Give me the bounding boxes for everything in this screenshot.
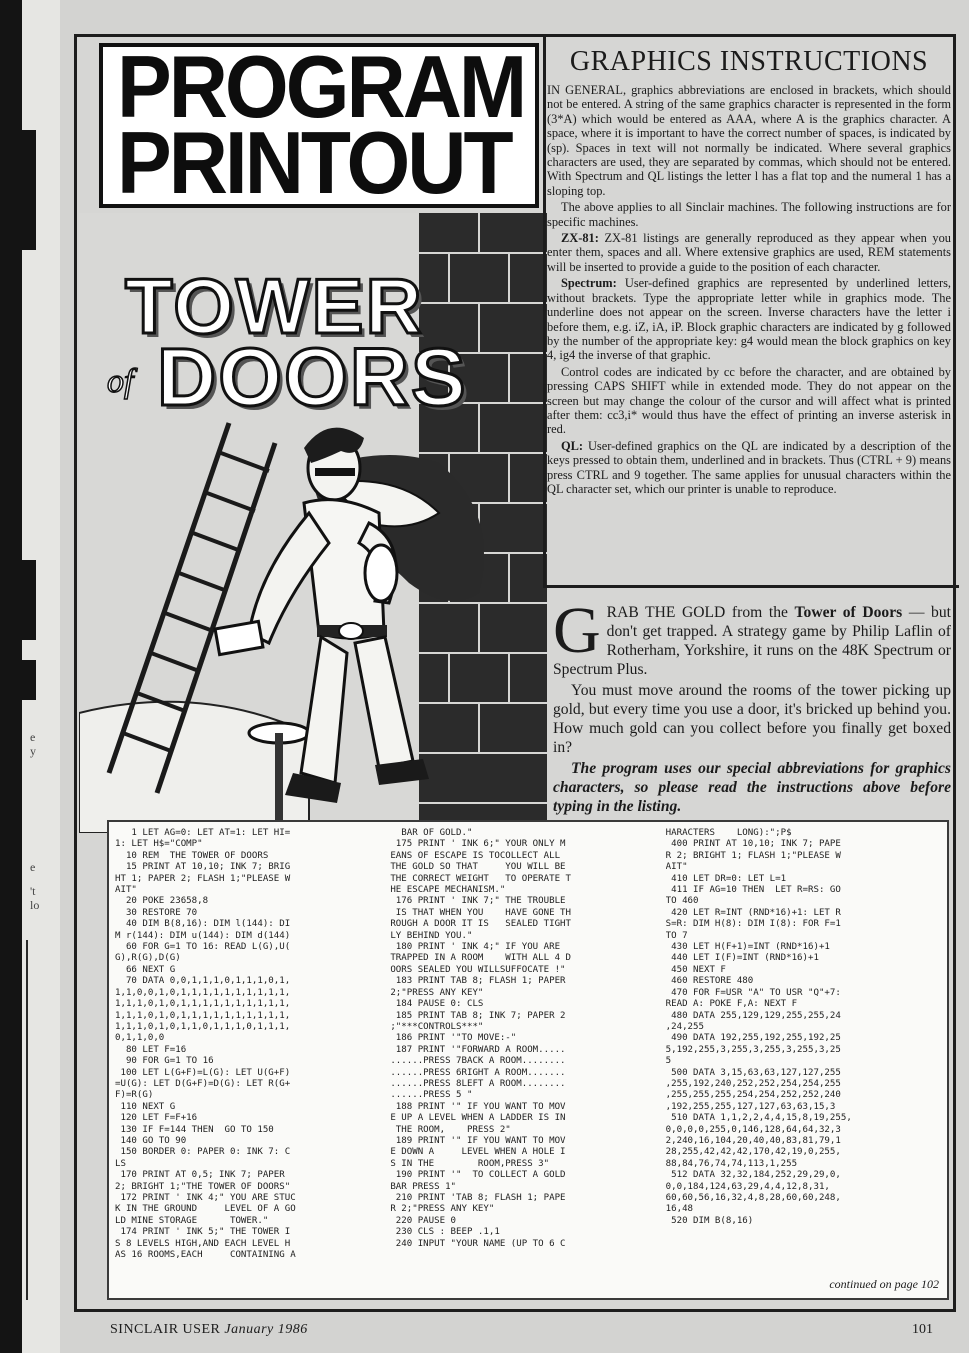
ql-label: QL: bbox=[561, 438, 584, 453]
spectrum-label: Spectrum: bbox=[561, 276, 617, 291]
strip-text: e bbox=[30, 860, 36, 874]
intro-dropcap: G bbox=[553, 594, 601, 667]
game-title-tower: TOWER bbox=[125, 262, 424, 350]
listing-column-1: 1 LET AG=0: LET AT=1: LET HI= 1: LET H$="COMP" 10 REM THE TOWER OF DOORS 15 PRINT AT 10,10; INK 7; BRIG HT 1; PAPER 2; FLASH 1;"PLEASE W AIT" 20 POKE 23658,8 30 RESTORE 70 40 DIM B(8,16): DIM l(144): DI M r(144): DIM u(144): DIM d(144) 60 FOR G=1 TO 16: READ L(G),U( G),R(G),D(G) 66 NEXT G 70 DATA 0,0,1,1,1,0,1,1,1,0,1, 1,1,0,0,1,0,1,1,1,1,1,1,1,1,1,1, 1,1,1,0,1,0,1,1,1,1,1,1,1,1,1,1, 1,1,1,0,1,0,1,1,1,1,1,1,1,1,1,1, 1,1,1,0,1,0,1,1,0,1,1,1,0,1,1,1, 0,1,1,0,0 80 LET F=16 90 FOR G=1 TO 16 100 LET L(G+F)=L(G): LET U(G+F) =U(G): LET D(G+F)=D(G): LET R(G+ F)=R(G) 110 NEXT G 120 LET F=F+16 130 IF F=144 THEN GO TO 150 140 GO TO 90 150 BORDER 0: PAPER 0: INK 7: C LS 170 PRINT AT 0,5; INK 7; PAPER 2; BRIGHT 1;"THE TOWER OF DOORS" 172 PRINT ' INK 4;" YOU ARE STUC K IN THE GROUND LEVEL OF A GO LD MINE STORAGE TOWER." 174 PRINT ' INK 5;" THE TOWER I S 8 LEVELS HIGH,AND EACH LEVEL H AS 16 ROOMS,EACH CONTAINING A bbox=[115, 828, 296, 1261]
instructions-ql bbox=[547, 439, 951, 497]
intro-game-name: Tower of Doors bbox=[794, 604, 903, 621]
graphics-instructions bbox=[547, 47, 951, 498]
game-title-of: of bbox=[107, 363, 134, 400]
strip-text: y bbox=[30, 744, 36, 758]
page-number: 101 bbox=[912, 1322, 933, 1337]
title-line-2: PRINTOUT bbox=[117, 113, 511, 213]
instructions-control-codes: Control codes are indicated by cc before the character, and are obtained by pressing CAPS SHIFT while in extended mode. They do not appear on the screen but may change the colour of the cursor and will affect what is printed after them: cc3,i* would thus have the effect of printing an inverse asterisk in red. bbox=[547, 364, 951, 437]
program-listing bbox=[107, 820, 949, 1300]
strip-dashed-line bbox=[26, 940, 28, 1300]
adjacent-page-strip bbox=[0, 0, 60, 1353]
title-line-1: PROGRAM bbox=[117, 37, 525, 137]
strip-text: e bbox=[30, 730, 36, 744]
instructions-heading: GRAPHICS INSTRUCTIONS bbox=[569, 46, 929, 77]
game-title-doors: DOORS bbox=[157, 332, 468, 423]
continued-note: continued on page 102 bbox=[829, 1277, 939, 1291]
intro-p1-start: RAB THE GOLD from the bbox=[606, 604, 795, 621]
instructions-applies: The above applies to all Sinclair machines. The following instructions are for specific machines. bbox=[547, 200, 951, 229]
strip-text: lo bbox=[30, 898, 40, 912]
spectrum-text: User-defined graphics are represented by underlined letters, without brackets. Type the appropriate letter while in graphics mode. The underline does not appear on the screen. Inverse characters have the letter i before them, e.g. iZ, iA, iP. Block graphic characters are indicated by g followed by the number of the appropriate key: g4 would mean the block graphics on key 4, ig4 the inverse of that graphic. bbox=[547, 276, 951, 363]
magazine-name: SINCLAIR USER bbox=[110, 1322, 221, 1337]
instructions-general: IN GENERAL, graphics abbreviations are enclosed in brackets, which should not be entered. A string of the same graphics character is represented in the form (3*A) which would be entered as AAA, where A is the graphics character. A space, where it is important to have the correct number of spaces, is indicated by (sp). Spaces in text will not normally be indicated. Where several graphics characters are used, they are separated by commas, which should not be entered. With Spectrum and QL listings the letter l has a flat top and the numeral 1 has a sloping top. bbox=[547, 83, 951, 198]
intro-p1-end: — but don't get trapped. A strategy game by Philip Laflin of Rotherham, Yorkshire, it runs on the 48K Spectrum or Spectrum Plus. bbox=[553, 604, 951, 678]
instructions-spectrum bbox=[547, 276, 951, 362]
column-divider bbox=[543, 37, 546, 585]
illustration-panel bbox=[79, 213, 547, 833]
page-frame bbox=[74, 34, 956, 1312]
strip-black-block bbox=[22, 660, 36, 700]
program-printout-title bbox=[99, 37, 539, 213]
strip-text: 't bbox=[30, 884, 36, 898]
strip-black-block bbox=[22, 560, 36, 640]
footer-magazine bbox=[110, 1322, 308, 1338]
zx81-label: ZX-81: bbox=[561, 231, 599, 246]
listing-column-3: HARACTERS LONG):";P$ 400 PRINT AT 10,10; INK 7; PAPE R 2; BRIGHT 1; FLASH 1;"PLEASE W AIT" 410 LET DR=0: LET L=1 411 IF AG=10 THEN LET R=RS: GO TO 460 420 LET R=INT (RND*16)+1: LET R S=R: DIM H(8): DIM I(8): FOR F=1 TO 7 430 LET H(F+1)=INT (RND*16)+1 440 LET I(F)=INT (RND*16)+1 450 NEXT F 460 RESTORE 480 470 FOR F=USR "A" TO USR "Q"+7: READ A: POKE F,A: NEXT F 480 DATA 255,129,129,255,255,24 ,24,255 490 DATA 192,255,192,255,192,25 5,192,255,3,255,3,255,3,255,3,25 5 500 DATA 3,15,63,63,127,127,255 ,255,192,240,252,252,254,254,255 ,255,255,255,254,254,252,252,240 ,192,255,255,127,127,63,63,15,3 510 DATA 1,1,2,2,4,4,15,8,19,255, 0,0,0,0,255,0,146,128,64,64,32,3 2,240,16,104,20,40,40,83,81,79,1 28,255,42,42,42,170,42,19,0,255, 88,84,76,74,74,113,1,255 512 DATA 32,32,184,252,29,29,0, 0,0,184,124,63,29,4,4,12,8,31, 60,60,56,16,32,4,8,28,60,60,248, 16,48 520 DIM B(8,16) bbox=[665, 828, 852, 1226]
instructions-zx81 bbox=[547, 231, 951, 274]
intro-paragraph-1 bbox=[553, 594, 951, 679]
intro-note: The program uses our special abbreviations for graphics characters, so please read the instructions above before typing in the listing. bbox=[553, 760, 951, 815]
listing-column-2: BAR OF GOLD." 175 PRINT ' INK 6;" YOUR ONLY M EANS OF ESCAPE IS TOCOLLECT ALL THE GOLD SO THAT YOU WILL BE THE CORRECT WEIGHT TO OPERATE T HE ESCAPE MECHANISM." 176 PRINT ' INK 7;" THE TROUBLE IS THAT WHEN YOU HAVE GONE TH ROUGH A DOOR IT IS SEALED TIGHT LY BEHIND YOU." 180 PRINT ' INK 4;" IF YOU ARE TRAPPED IN A ROOM WITH ALL 4 D OORS SEALED YOU WILLSUFFOCATE !" 183 PRINT TAB 8; FLASH 1; PAPER 2;"PRESS ANY KEY" 184 PAUSE 0: CLS 185 PRINT TAB 8; INK 7; PAPER 2 ;"***CONTROLS***" 186 PRINT '"TO MOVE:-" 187 PRINT '"FORWARD A ROOM..... ......PRESS 7BACK A ROOM........ ......PRESS 6RIGHT A ROOM....... ......PRESS 8LEFT A ROOM........ ......PRESS 5 " 188 PRINT '" IF YOU WANT TO MOV E UP A LEVEL WHEN A LADDER IS IN THE ROOM, PRESS 2" 189 PRINT '" IF YOU WANT TO MOV E DOWN A LEVEL WHEN A HOLE I S IN THE ROOM,PRESS 3" 190 PRINT '" TO COLLECT A GOLD BAR PRESS 1" 210 PRINT 'TAB 8; FLASH 1; PAPE R 2;"PRESS ANY KEY" 220 PAUSE 0 230 CLS : BEEP .1,1 240 INPUT "YOUR NAME (UP TO 6 C bbox=[390, 828, 571, 1249]
issue-date: January 1986 bbox=[224, 1322, 308, 1337]
strip-black-block bbox=[22, 130, 36, 250]
ql-text: User-defined graphics on the QL are indicated by a description of the keys pressed to obtain them, underlined and in brackets. Thus (CTRL + 9) means press CTRL and 9 together. The same applies for unusual characters within the QL character set, which our printer is unable to reproduce. bbox=[547, 438, 951, 496]
section-divider bbox=[543, 585, 959, 588]
intro-paragraph-2: You must move around the rooms of the tower picking up gold, but every time you use a door, it's bricked up behind you. How much gold can you collect before you finally get boxed in? bbox=[553, 682, 951, 756]
zx81-text: ZX-81 listings are generally reproduced as they appear when you enter them, spaces and all. Where extensive graphics are used, REM statements will be inserted to provide a guide to the position of each character. bbox=[547, 231, 951, 274]
strip-edge bbox=[0, 0, 22, 1353]
magazine-page bbox=[60, 0, 969, 1353]
game-intro bbox=[553, 594, 951, 818]
